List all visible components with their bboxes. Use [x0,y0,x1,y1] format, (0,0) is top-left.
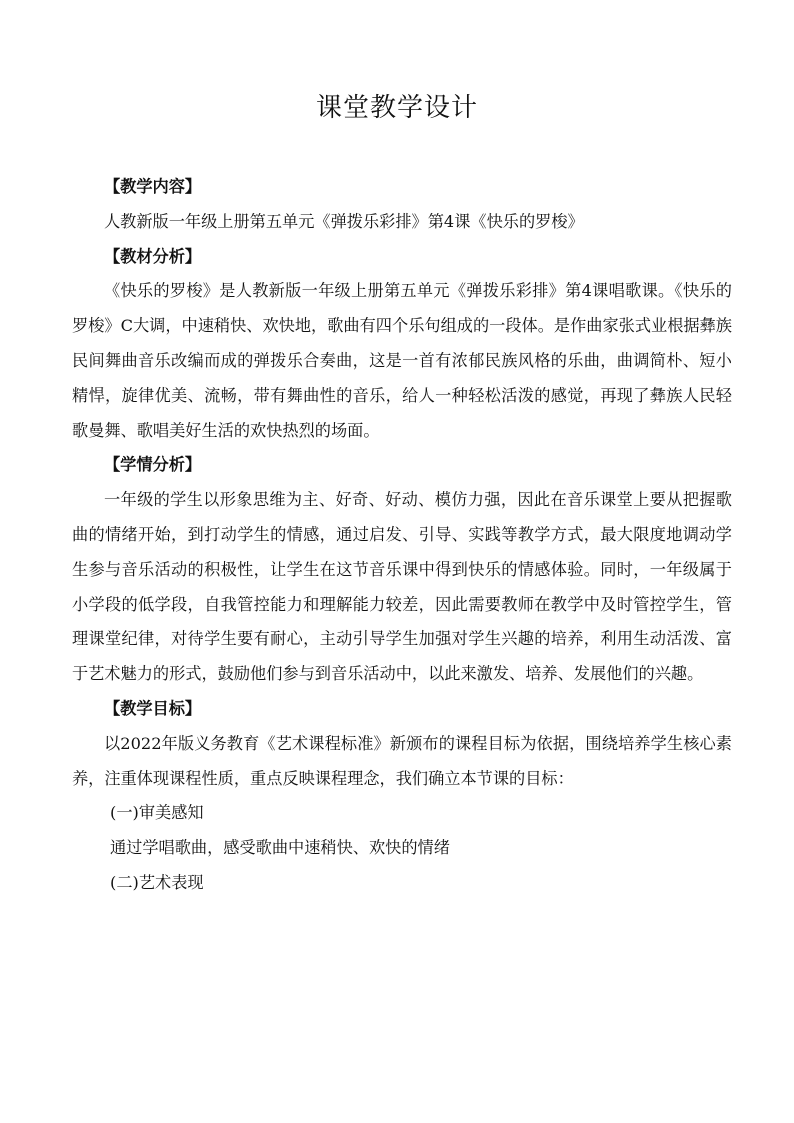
teaching-goals-heading: 【教学目标】 [104,698,202,718]
goal-aesthetic-heading: (一)审美感知 [110,803,204,823]
material-analysis-text: 《快乐的罗梭》是人教新版一年级上册第五单元《弹拨乐彩排》第4课唱歌课。《快乐的罗梭》C大调，中速稍快、欢快地，歌曲有四个乐句组成的一段体。是作曲家张式业根据彝族民间舞曲音乐改编而成的弹拨乐合奏曲，这是一首有浓郁民族风格的乐曲，曲调简朴、短小精悍，旋律优美、流畅，带有舞曲性的音乐，给人一种轻松活泼的感觉，再现了彝族人民轻歌曼舞、歌唱美好生活的欢快热烈的场面。 [72,281,732,440]
learner-analysis-text: 一年级的学生以形象思维为主、好奇、好动、模仿力强，因此在音乐课堂上要从把握歌曲的情绪开始，到打动学生的情感，通过启发、引导、实践等教学方式，最大限度地调动学生参与音乐活动的积极性，让学生在这节音乐课中得到快乐的情感体验。同时，一年级属于小学段的低学段，自我管控能力和理解能力较差，因此需要教师在教学中及时管控学生，管理课堂纪律，对待学生要有耐心，主动引导学生加强对学生兴趣的培养，利用生动活泼、富于艺术魅力的形式，鼓励他们参与到音乐活动中，以此来激发、培养、发展他们的兴趣。 [72,490,732,684]
learner-analysis-heading: 【学情分析】 [104,455,202,475]
page-title: 课堂教学设计 [315,93,478,123]
document-body [72,170,732,901]
goal-aesthetic-text: 通过学唱歌曲，感受歌曲中速稍快、欢快的情绪 [110,838,450,858]
teaching-content-heading: 【教学内容】 [104,177,202,196]
teaching-content-text: 人教新版一年级上册第五单元《弹拨乐彩排》第4课《快乐的罗梭》 [104,211,584,231]
goal-artistic-heading: (二)艺术表现 [110,872,204,892]
material-analysis-heading: 【教材分析】 [104,246,202,266]
teaching-goals-text: 以2022年版义务教育《艺术课程标准》新颁布的课程目标为依据，围绕培养学生核心素养，注重体现课程性质，重点反映课程理念，我们确立本节课的目标： [72,733,732,788]
